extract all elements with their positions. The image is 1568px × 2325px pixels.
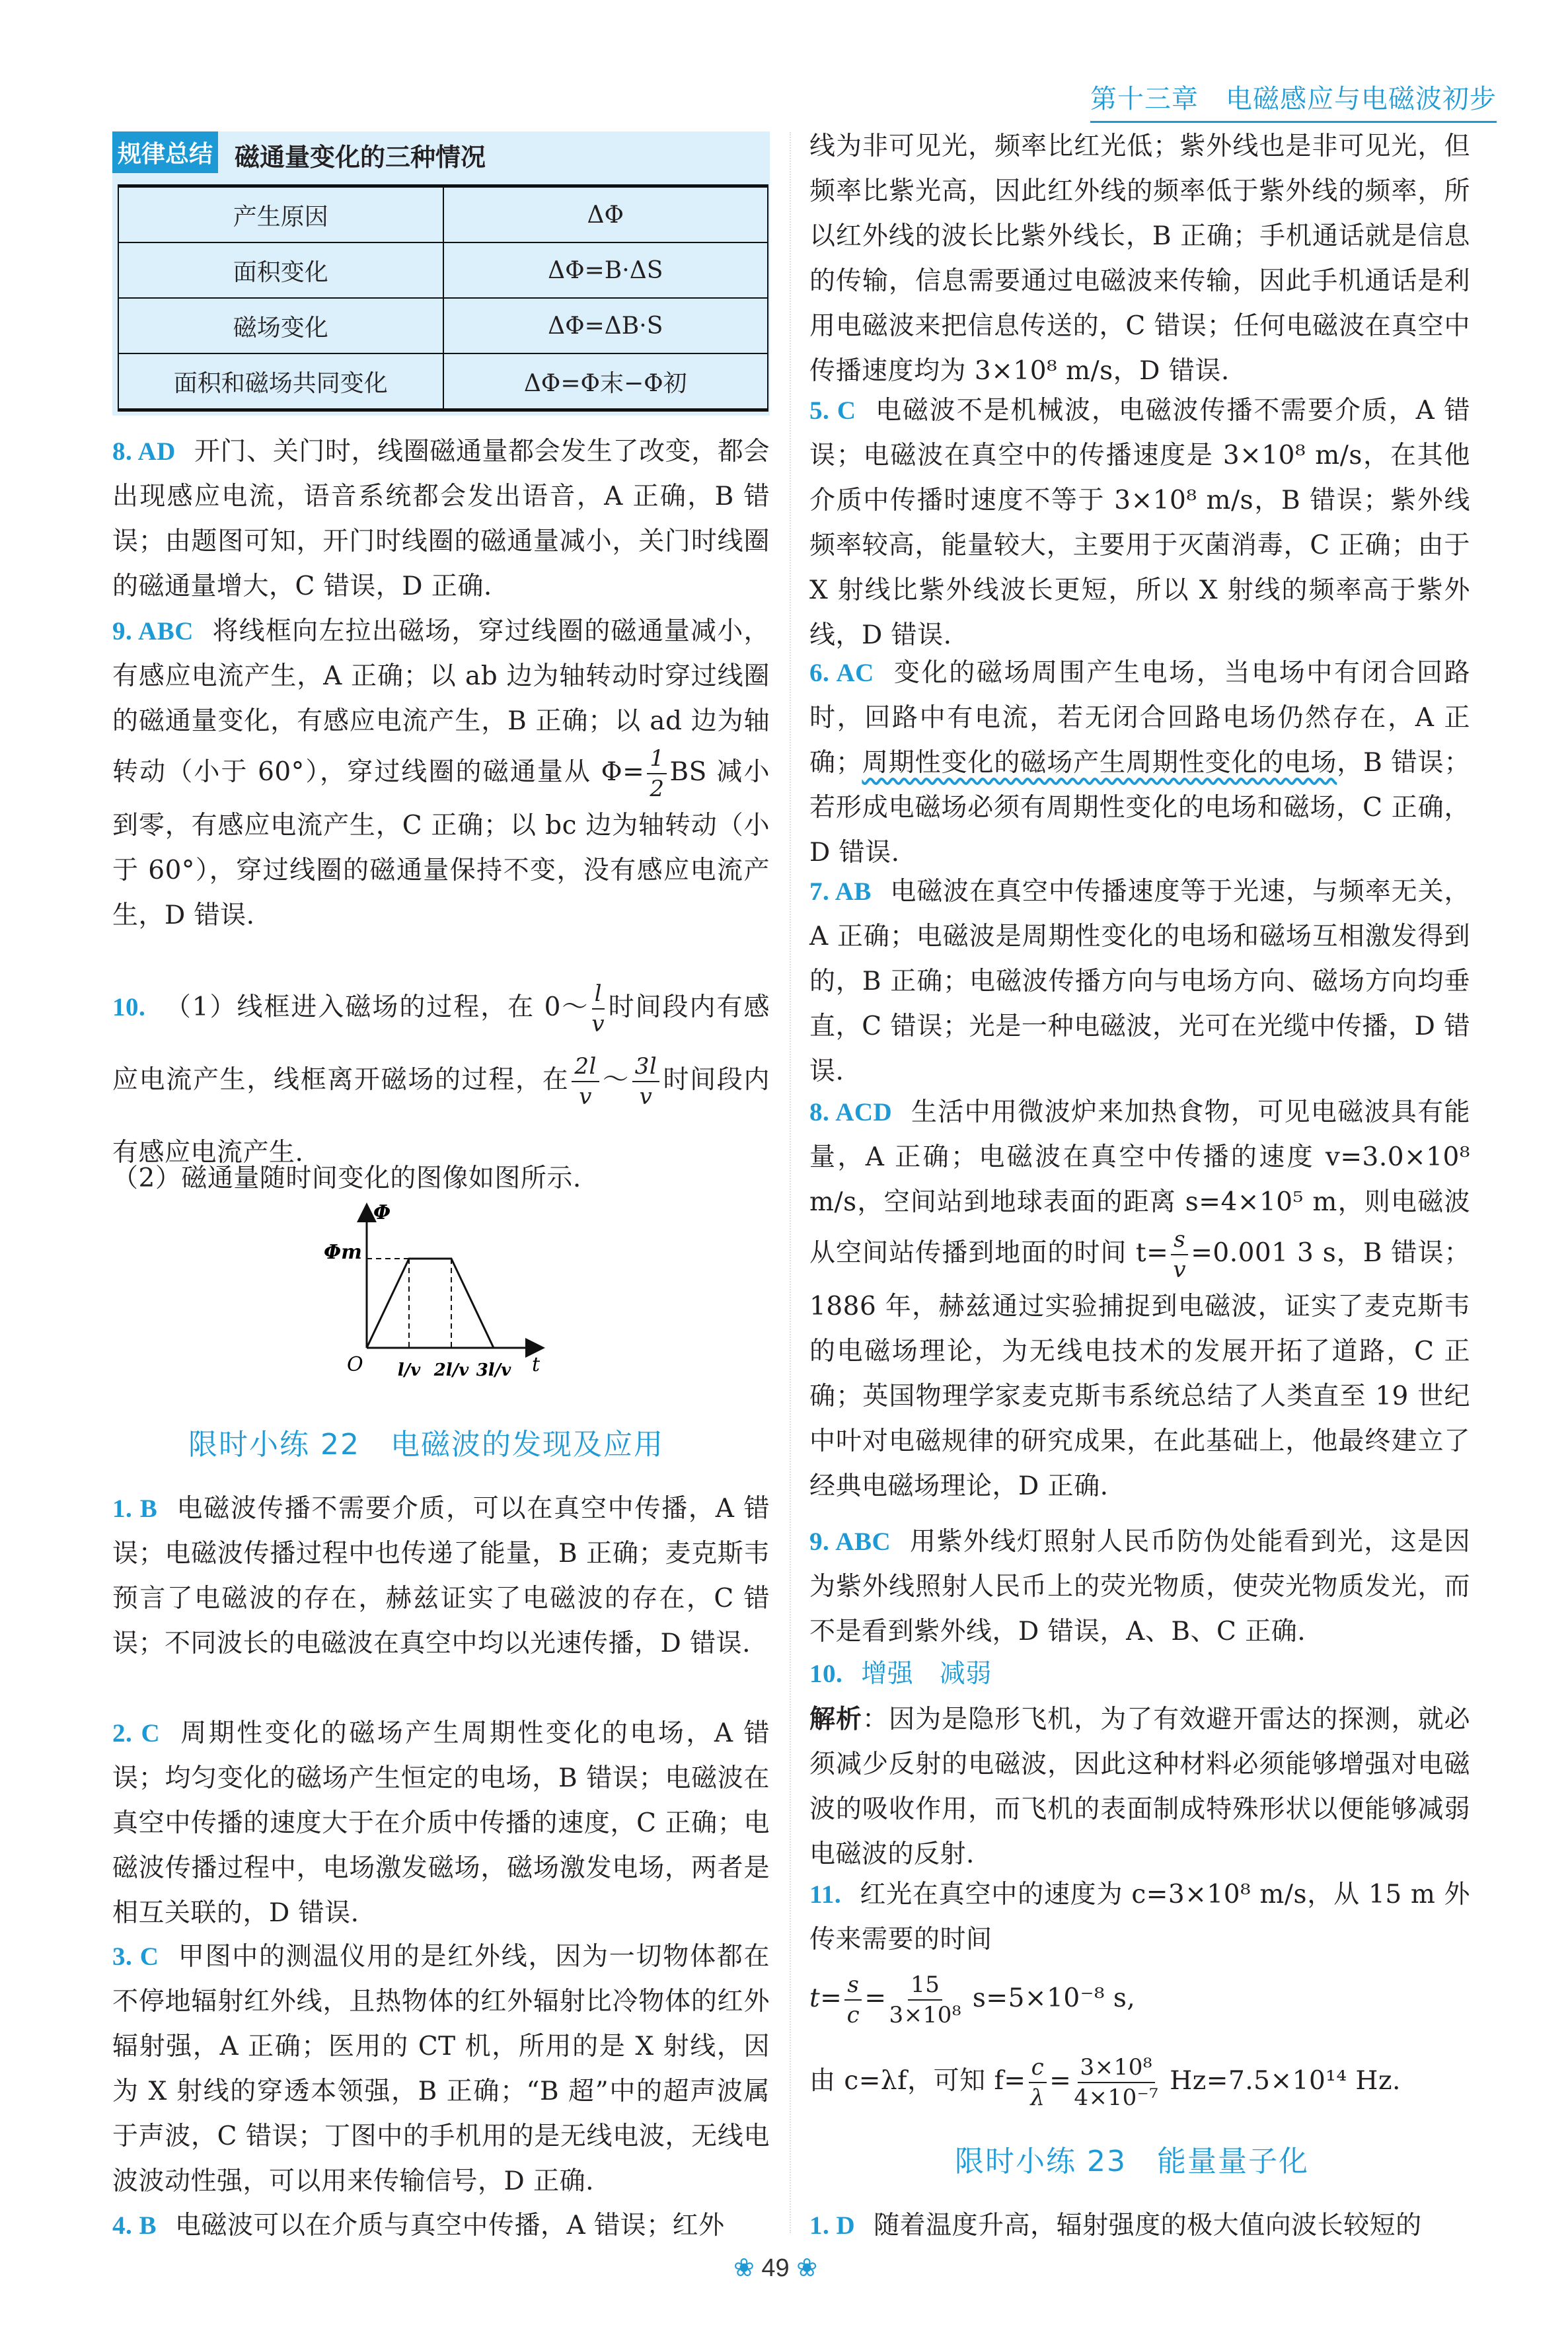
answer-number: 7. AB (809, 877, 872, 906)
answer-text: 变化的磁场周围产生电场，当电场中有闭合回路时，回路中有电流，若无闭合回路电场仍然存在，A 正确； (809, 658, 1470, 778)
answer-number: 4. B (112, 2211, 157, 2240)
answer-text: BS 减小到零，有感应电流产生，C 正确；以 bc 边为轴转动（小于 60°），穿过线圈的磁通量保持不变，没有感应电流产生，D 错误. (112, 757, 770, 930)
table-cell: 产生原因 (118, 186, 443, 243)
answer-22-9 (809, 1520, 1470, 1654)
answer-text: 将线框向左拉出磁场，穿过线圈的磁通量减小，有感应电流产生，A 正确；以 ab 边为轴转动时穿过线圈的磁通量变化，有感应电流产生，B 正确；以 ad 边为轴转动（小于 60°），穿过线圈的磁通量从 Φ= (112, 616, 770, 787)
answer-9 (112, 609, 770, 938)
answer-4-continued: 线为非可见光，频率比红光低；紫外线也是非可见光，但频率比紫光高，因此红外线的频率低于紫外线的频率，所以红外线的波长比紫外线长，B 正确；手机通话就是信息的传输，信息需要通过电磁波来传输，因此手机通话是利用电磁波来把信息传送的，C 错误；任何电磁波在真空中传播速度均为 3×10⁸ m/s，D 错误. (809, 131, 1470, 386)
x-tick-label: 2l/v (433, 1360, 469, 1380)
table-cell: ΔΦ (443, 186, 768, 243)
answer-text: 用紫外线灯照射人民币防伪处能看到光，这是因为紫外线照射人民币上的荧光物质，使荧光物质发光，而不是看到紫外线，D 错误，A、B、C 正确. (809, 1527, 1470, 1646)
answer-text: 随着温度升高，辐射强度的极大值向波长较短的 (874, 2211, 1422, 2240)
answer-text: 时间段内有感应电流产生，线框离开磁场的过程，在 (112, 992, 770, 1095)
fraction: $\frac{3l}{v}$ (632, 1052, 660, 1111)
answer-number: 9. ABC (809, 1528, 891, 1556)
answer-22-5 (809, 388, 1470, 658)
decor-right-icon: ❀ (789, 2254, 818, 2282)
answer-22-4 (112, 2203, 770, 2248)
answer-number: 10. (112, 993, 146, 1021)
answer-22-11 (809, 1872, 1470, 1962)
chapter-header: 第十三章 电磁感应与电磁波初步 (1090, 78, 1497, 123)
table-row (118, 186, 768, 243)
answer-value: 增强 减弱 (861, 1659, 992, 1689)
answer-number: 6. AC (809, 659, 874, 687)
fraction: $\frac{s}{v}$ (1171, 1225, 1188, 1284)
table-cell: ΔΦ=ΔB·S (443, 298, 768, 353)
summary-box (112, 131, 770, 416)
table-cell: 磁场变化 (118, 298, 443, 353)
fraction: $\frac{s}{c}$ (844, 1970, 862, 2030)
formula-frequency: 由 c=λf，可知 f= $\frac{c}{\lambda}$ = $\frac{\text{3×10⁸}}{\text{4×10⁻⁷}}$ Hz=7.5×10¹⁴ Hz. (809, 2054, 1401, 2111)
fraction: $\frac{l}{v}$ (591, 980, 605, 1037)
summary-table (118, 184, 768, 412)
table-cell: ΔΦ=Φ末−Φ初 (443, 353, 768, 410)
answer-number: 11. (809, 1880, 842, 1909)
emphasized-text: 周期性变化的磁场产生周期性变化的电场 (862, 748, 1337, 778)
fraction: $\frac{c}{\lambda}$ (1029, 2053, 1047, 2112)
table-row (118, 353, 768, 410)
decor-left-icon: ❀ (733, 2254, 762, 2282)
answer-number: 2. C (112, 1719, 161, 1748)
fraction: $\frac{1}{2}$ (647, 744, 667, 803)
answer-text: =0.001 3 s，B 错误；1886 年，赫兹通过实验捕捉到电磁波，证实了麦克斯韦的电磁场理论，为无线电技术的发展开拓了道路，C 正确；英国物理学家麦克斯韦系统总结了人类直至 19 世纪中叶对电磁规律的研究成果，在此基础上，他最终建立了经典电磁场理论，D 正确. (809, 1238, 1470, 1501)
ymax-label: Φm (324, 1241, 362, 1264)
answer-number: 1. B (112, 1495, 158, 1523)
answer-text: 开门、关门时，线圈磁通量都会发生了改变，都会出现感应电流，语音系统都会发出语音，A 正确，B 错误；由题图可知，开门时线圈的磁通量减小，关门时线圈的磁通量增大，C 错误，D 正确. (112, 437, 770, 601)
formula-time: t= $\frac{s}{c}$ = $\frac{15}{\text{3×10⁸}}$ s=5×10⁻⁸ s, (809, 1972, 1136, 2028)
fraction: $\frac{15}{\text{3×10⁸}}$ (889, 1972, 962, 2028)
column-divider (790, 132, 791, 2233)
flux-time-chart (317, 1189, 555, 1387)
analysis (809, 1697, 1470, 1877)
answer-22-1 (112, 1487, 770, 1666)
answer-text: 生活中用微波炉来加热食物，可见电磁波具有能量，A 正确；电磁波在真空中传播的速度 v=3.0×10⁸ m/s，空间站到地球表面的距离 s=4×10⁵ m，则电磁波从空间站传播到地面的时间 t= (809, 1097, 1470, 1268)
answer-22-6 (809, 651, 1470, 875)
flux-line (367, 1259, 494, 1348)
answer-number: 9. ABC (112, 617, 194, 646)
summary-title: 磁通量变化的三种情况 (235, 143, 486, 172)
answer-text: 红光在真空中的速度为 c=3×10⁸ m/s，从 15 m 外传来需要的时间 (809, 1880, 1470, 1954)
answer-number: 3. C (112, 1942, 159, 1971)
answer-number: 8. ACD (809, 1098, 893, 1126)
answer-text: 电磁波可以在介质与真空中传播，A 错误；红外 (175, 2211, 725, 2240)
answer-number: 8. AD (112, 437, 176, 466)
answer-number: 5. C (809, 396, 856, 425)
answer-text: ：因为是隐形飞机，为了有效避开雷达的探测，就必须减少反射的电磁波，因此这种材料必须能够增强对电磁波的吸收作用，而飞机的表面制成特殊形状以便能够减弱电磁波的反射. (809, 1705, 1470, 1869)
fraction: $\frac{2l}{v}$ (572, 1052, 599, 1111)
answer-text: 电磁波不是机械波，电磁波传播不需要介质，A 错误；电磁波在真空中的传播速度是 3×10⁸ m/s，在其他介质中传播时速度不等于 3×10⁸ m/s，B 错误；紫外线频率较高，能量较大，主要用于灭菌消毒，C 正确；由于 X 射线比紫外线波长更短，所以 X 射线的频率高于紫外线，D 错误. (809, 396, 1471, 650)
page-number: ❀ 49 ❀ (733, 2254, 818, 2282)
y-axis-label: Φ (373, 1201, 391, 1224)
answer-22-2 (112, 1711, 770, 1936)
answer-8 (112, 429, 770, 609)
summary-tag: 规律总结 (112, 131, 218, 173)
answer-text: 周期性变化的磁场产生周期性变化的电场，A 错误；均匀变化的磁场产生恒定的电场，B 错误；电磁波在真空中传播的速度大于在介质中传播的速度，C 正确；电磁波传播过程中，电场激发磁场，磁场激发电场，两者是相互关联的，D 错误. (112, 1718, 770, 1928)
table-row (118, 242, 768, 298)
answer-22-3 (112, 1935, 770, 2204)
fraction: $\frac{\text{3×10⁸}}{\text{4×10⁻⁷}}$ (1074, 2054, 1159, 2111)
table-cell: 面积和磁场共同变化 (118, 353, 443, 410)
answer-number: 1. D (809, 2211, 856, 2240)
answer-text: （1）线框进入磁场的过程，在 0～ (164, 992, 589, 1022)
answer-22-8 (809, 1090, 1470, 1509)
section-title-22: 限时小练 22 电磁波的发现及应用 (188, 1428, 664, 1461)
x-tick-label: l/v (397, 1360, 421, 1380)
x-axis-label: t (532, 1353, 541, 1376)
answer-10-part2: （2）磁通量随时间变化的图像如图所示. (112, 1163, 581, 1193)
answer-23-1 (809, 2203, 1470, 2248)
table-cell: 面积变化 (118, 242, 443, 298)
answer-text: 时间段内有感应电流产生. (112, 1065, 770, 1167)
answer-22-7 (809, 869, 1470, 1094)
x-tick-label: 3l/v (476, 1360, 511, 1380)
answer-text: 电磁波在真空中传播速度等于光速，与频率无关，A 正确；电磁波是周期性变化的电场和磁场互相激发得到的，B 正确；电磁波传播方向与电场方向、磁场方向均垂直，C 错误；光是一种电磁波，光可在光缆中传播，D 错误. (809, 877, 1470, 1086)
origin-label: O (347, 1353, 363, 1376)
answer-number: 10. (809, 1660, 843, 1688)
table-cell: ΔΦ=B·ΔS (443, 242, 768, 298)
section-title-23: 限时小练 23 能量量子化 (955, 2145, 1309, 2178)
answer-22-10 (809, 1652, 1470, 1697)
table-row (118, 298, 768, 353)
answer-text: 甲图中的测温仪用的是红外线，因为一切物体都在不停地辐射红外线，且热物体的红外辐射比冷物体的红外辐射强，A 正确；医用的 CT 机，所用的是 X 射线，因为 X 射线的穿透本领强，B 正确；“B 超”中的超声波属于声波，C 错误；丁图中的手机用的是无线电波，无线电波波动性强，可以用来传输信号，D 正确. (112, 1942, 770, 2196)
answer-text: ，B 错误；若形成电磁场必须有周期性变化的电场和磁场，C 正确，D 错误. (809, 748, 1470, 867)
analysis-label: 解析 (809, 1704, 863, 1734)
answer-text: 电磁波传播不需要介质，可以在真空中传播，A 错误；电磁波传播过程中也传递了能量，B 正确；麦克斯韦预言了电磁波的存在，赫兹证实了电磁波的存在，C 错误；不同波长的电磁波在真空中均以光速传播，D 错误. (112, 1494, 770, 1658)
answer-text: ～ (601, 1065, 630, 1095)
